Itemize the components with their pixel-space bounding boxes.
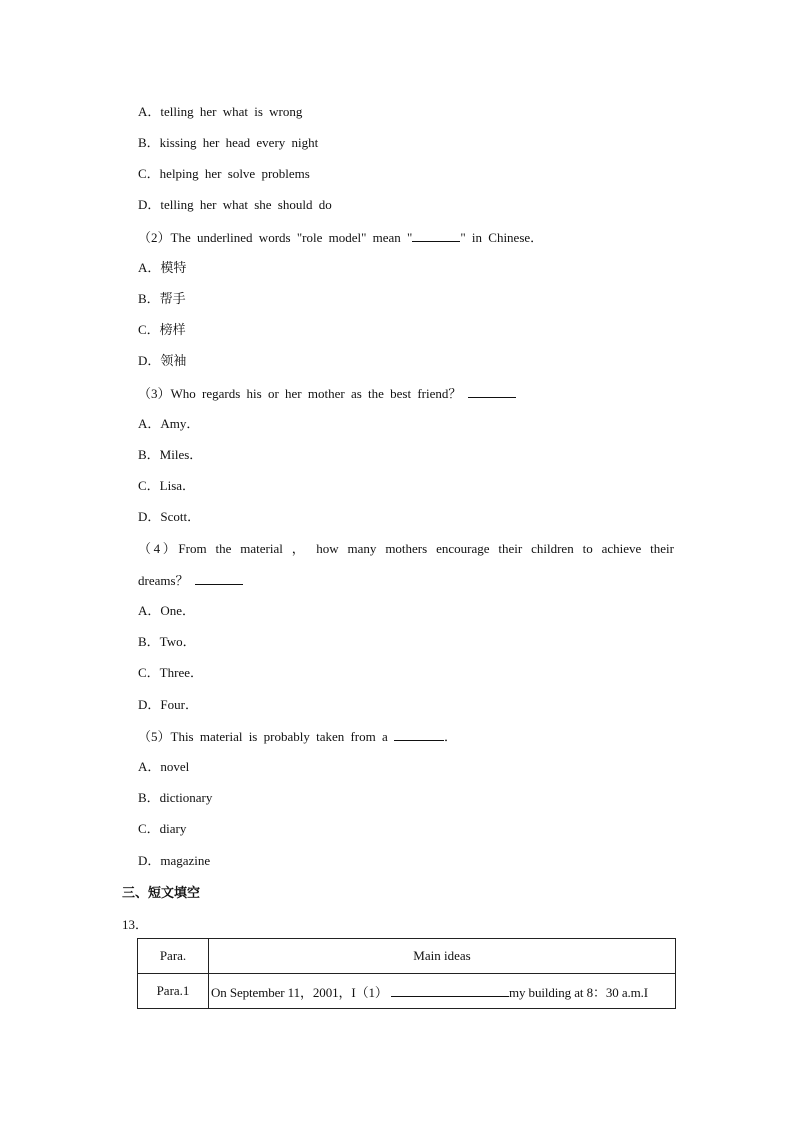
q2-stem (138, 229, 543, 246)
q1-option-a: A．telling her what is wrong (138, 104, 303, 119)
q3-stem (138, 385, 516, 402)
q5-option-d: D．magazine (138, 853, 211, 868)
q3-option-b: B．Miles． (138, 447, 203, 462)
q2-option-b: B．帮手 (138, 291, 186, 306)
q4-option-a: A．One． (138, 603, 196, 618)
answer-blank (468, 385, 516, 398)
table-header-para: Para. (138, 939, 209, 974)
q4-stem-line1: （4）From the material ， how many mothers encourage their children to achieve their (138, 541, 674, 556)
q3-option-a: A．Amy． (138, 416, 200, 431)
q3-option-c: C．Lisa． (138, 478, 196, 493)
answer-blank (195, 572, 243, 585)
table-header-row (138, 939, 676, 974)
q4-stem-line2 (138, 572, 243, 589)
q5-option-c: C．diary (138, 821, 187, 836)
q2-option-a: A．模特 (138, 260, 187, 275)
answer-blank (394, 728, 444, 741)
question-number: 13． (122, 917, 149, 932)
q5-stem-text: （5）This material is probably taken from a (138, 729, 388, 744)
q5-option-a: A．novel (138, 759, 190, 774)
q5-stem (138, 728, 457, 745)
answer-blank (391, 984, 509, 997)
table-header-main-ideas: Main ideas (209, 939, 676, 974)
q2-option-d: D．领袖 (138, 353, 187, 368)
table-row (138, 974, 676, 1009)
q2-option-c: C．榜样 (138, 322, 186, 337)
q1-option-c: C．helping her solve problems (138, 166, 310, 181)
q4-stem-line2-text: dreams？ (138, 573, 189, 588)
q5-stem-end: ． (444, 729, 458, 744)
q3-stem-text: （3）Who regards his or her mother as the best friend？ (138, 386, 462, 401)
section-heading: 三、短文填空 (122, 886, 201, 901)
q4-option-c: C．Three． (138, 665, 203, 680)
q2-stem-after: " in Chinese． (460, 230, 544, 245)
q1-option-d: D．telling her what she should do (138, 197, 332, 212)
table-cell-para: Para.1 (138, 974, 209, 1009)
main-ideas-table (137, 938, 676, 1009)
q3-option-d: D．Scott． (138, 509, 201, 524)
q4-option-d: D．Four． (138, 697, 198, 712)
table-cell-main-idea (209, 974, 676, 1009)
q1-option-b: B．kissing her head every night (138, 135, 319, 150)
q2-stem-before: （2）The underlined words "role model" mean " (138, 230, 413, 245)
answer-blank (412, 229, 460, 242)
q5-option-b: B．dictionary (138, 790, 213, 805)
main-idea-text-after: my building at 8：30 a.m.I (508, 984, 649, 1000)
main-idea-text-before: On September 11，2001，I（1） (211, 984, 388, 1000)
q4-option-b: B．Two． (138, 634, 196, 649)
